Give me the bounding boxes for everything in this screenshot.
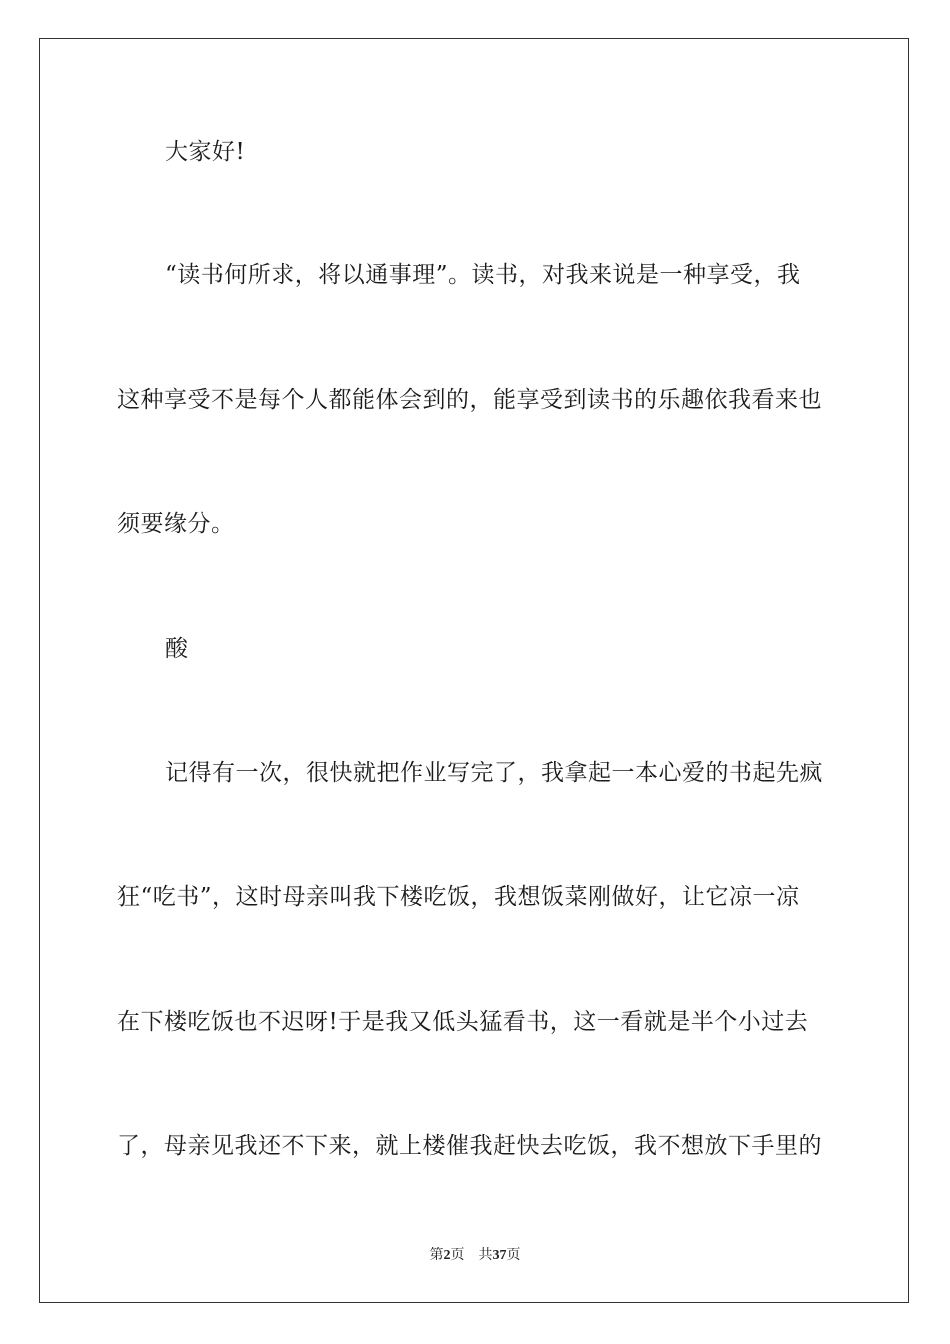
total-prefix: 共	[478, 1247, 493, 1263]
paragraph-line: 在下楼吃饭也不迟呀!于是我又低头猛看书，这一看就是半个小过去	[117, 1009, 809, 1035]
paragraph-line: 记得有一次，很快就把作业写完了，我拿起一本心爱的书起先疯	[165, 760, 823, 786]
total-suffix: 页	[506, 1247, 521, 1263]
current-page-number: 2	[443, 1248, 451, 1263]
paragraph-line: 须要缘分。	[117, 511, 235, 537]
paragraph-line: “读书何所求，将以通事理”。读书，对我来说是一种享受，我	[165, 262, 801, 288]
page-footer	[0, 1246, 950, 1265]
paragraph-line: 狂“吃书”，这时母亲叫我下楼吃饭，我想饭菜刚做好，让它凉一凉	[117, 884, 800, 910]
paragraph-line: 这种享受不是每个人都能体会到的，能享受到读书的乐趣依我看来也	[117, 387, 822, 413]
page-prefix: 第	[429, 1247, 444, 1263]
page-border	[39, 38, 909, 1303]
paragraph-line: 了，母亲见我还不下来，就上楼催我赶快去吃饭，我不想放下手里的	[117, 1133, 822, 1159]
greeting-line: 大家好!	[165, 139, 246, 165]
page-suffix: 页	[450, 1247, 465, 1263]
total-pages-number: 37	[492, 1248, 507, 1263]
section-heading: 酸	[165, 636, 189, 662]
